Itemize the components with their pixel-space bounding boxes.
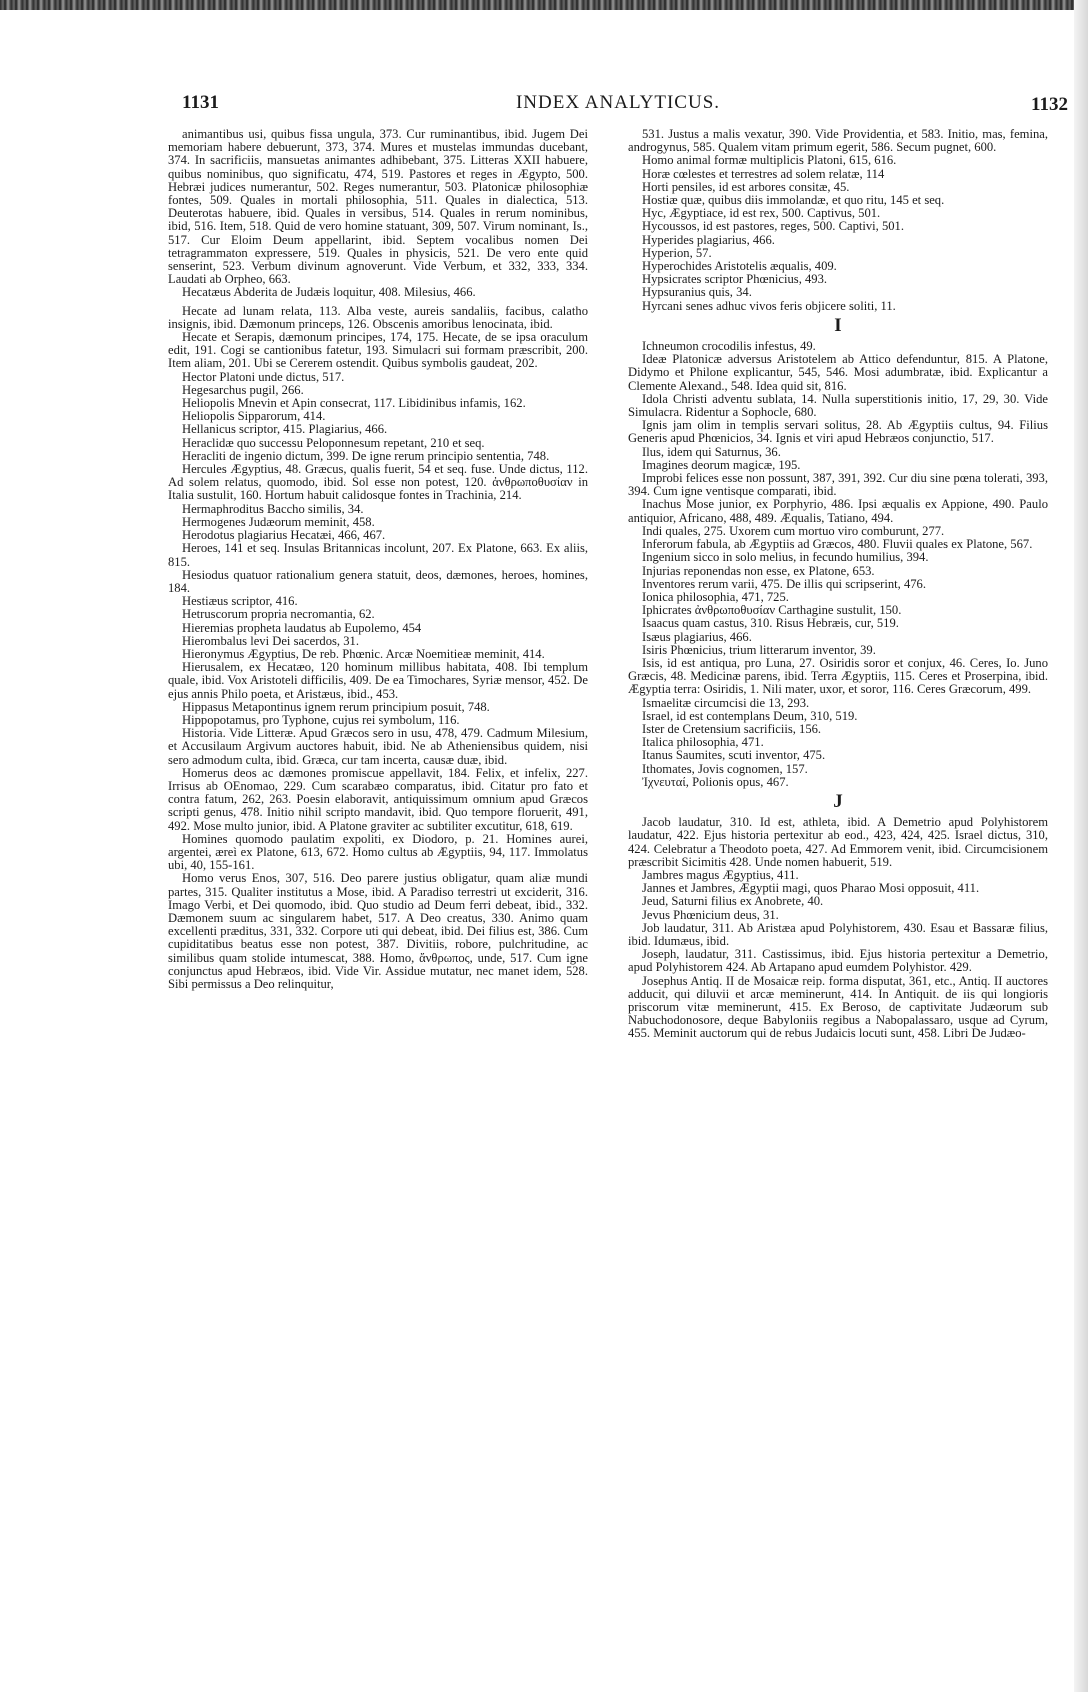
page-number-right: 1132 [1031,94,1068,115]
index-entry: Hyperochides Aristotelis æqualis, 409. [642,259,837,274]
index-entry: Isaacus quam castus, 310. Risus Hebræis, cur, 519. [642,616,899,631]
index-entry: Homo animal formæ multiplicis Platoni, 615, 616. [642,153,897,168]
index-entry: Ismaelitæ circumcisi die 13, 293. [642,695,810,710]
index-entry: Ilus, idem qui Saturnus, 36. [642,444,781,459]
index-entry: Horti pensiles, id est arbores consitæ, 45. [642,179,850,194]
index-entry: Inachus Mose junior, ex Porphyrio, 486. Ipsi æqualis ex Appione, 490. Paulo antiquior, Africano, 488, 489. Æqualis, Tatiano, 494. [628,497,1048,525]
index-entry: 531. Justus a malis vexatur, 390. Vide Providentia, et 583. Initio, mas, femina, androgynus, 585. Qualem vitam primum egerit, 586. Secum pugnet, 600. [628,128,1048,155]
index-entry: Hyc, Ægyptiace, id est rex, 500. Captivus, 501. [642,206,881,221]
index-entry: animantibus usi, quibus fissa ungula, 373. Cur ruminantibus, ibid. Jugem Dei memoriam habere debuerunt, 373, 374. Mures et mustelas immundas ducebant, 374. In sacrificiis, mansuetas animantes adhibebant, 375. Litteras XXII habuere, quibus nominibus, quo significatu, 474, 519. Pastores et reges in Ægypto, 500. Hebræi judices numerantur, 502. Reges numerantur, 503. Platonicæ philosophiæ fontes, 509. Quales in mortali philosophia, 511. Quales in dialectica, 513. Deuterotas habuere, ibid. Quales in versibus, 514. Quales in rerum nominibus, ibid, 516. Item, 518. Quid de vero homine statuant, 309, 507. Virum nominant, Is., 517. Cur Eloim Deum appellarint, ibid. Septem vocalibus nomen Dei tetragrammaton expressere, 519. Quales in physicis, 521. De vero ente quid senserint, 523. Verbum divinum agnoverunt. Vide Verbum, et 332, 333, 334. Laudati ab Orpheo, 663. [168,128,588,287]
index-entry: Jeud, Saturni filius ex Anobrete, 40. [642,894,824,909]
index-entry: Homerus deos ac dæmones promiscue appellavit, 184. Felix, et infelix, 227. Irrisus ab OEnomao, 229. Cum scarabæo comparatus, ibid. Citatur pro fato et contra fatum, 262, 263. Poesin elaboravit, antiquissimum omnium apud Græcos scripti genus, 478. Initio nihil scripto mandavit, ibid. Quo tempore floruerit, 491, 492. Mose multo junior, ibid. A Platone graviter ac subtiliter excutitur, 618, 619. [168,765,588,833]
index-entry: Hyperion, 57. [642,245,712,260]
page-header [168,86,1068,116]
index-entry: Hecatæus Abderita de Judæis loquitur, 408. Milesius, 466. [182,285,476,300]
index-entry: Hestiæus scriptor, 416. [182,594,298,609]
index-entry: Jacob laudatur, 310. Id est, athleta, ibid. A Demetrio apud Polyhistorem laudatur, 422. Ejus historia pertexitur ab eod., 423, 424, 425. Israel dictus, 310, 424. Celebratur a Theodoto poeta, 427. Ad Emmorem venit, ibid. Circumcisionem præscribit Sicimitis 428. Unde nomen habuerit, 519. [628,815,1048,869]
index-entry: Hector Platoni unde dictus, 517. [182,369,345,384]
index-entry: Hercules Ægyptius, 48. Græcus, qualis fuerit, 54 et seq. fuse. Unde dictus, 112. Ad solem relatus, quomodo, ibid. Sol esse non potest, 120. ἀνθρωποθυσίαν in Italia sustulit, 160. Hortum habuit calidosque fontes in Trachinia, 214. [168,462,588,503]
index-entry: Josephus Antiq. II de Mosaicæ reip. forma disputat, 361, etc., Antiq. II auctores adducit, qui diluvii et arcæ meminerunt, 414. In Antiquit. de iis qui longioris priscorum vitæ meminerunt, 415. Ex Beroso, de captivitate Judæorum sub Nabuchodonosore, deque Babyloniis regibus a Nabopalassaro, usque ad Cyrum, 455. Meminit auctorum qui de rebus Judaicis locuti sunt, 458. Libri De Judæo- [628,973,1048,1041]
index-entry: Ionica philosophia, 471, 725. [642,589,789,604]
index-entry: Ichneumon crocodilis infestus, 49. [642,339,816,354]
index-entry: Hermogenes Judæorum meminit, 458. [182,514,375,529]
index-entry: Hippopotamus, pro Typhone, cujus rei symbolum, 116. [182,712,460,727]
index-entry: Horæ cœlestes et terrestres ad solem relatæ, 114 [642,166,885,181]
right-column [628,128,1048,1673]
document-page [168,86,1068,1678]
index-entry: Joseph, laudatur, 311. Castissimus, ibid. Ejus historia pertexitur a Demetrio, apud Polyhistorem 424. Ab Artapano apud eumdem Polyhistor. 429. [628,947,1048,975]
index-entry: Hyperides plagiarius, 466. [642,232,775,247]
index-entry: Indi quales, 275. Uxorem cum mortuo viro comburunt, 277. [642,523,945,538]
right-column-i-entries [628,340,1048,789]
index-entry: Heliopolis Mnevin et Apin consecrat, 117. Libidinibus infamis, 162. [182,396,526,411]
index-entry: Isis, id est antiqua, pro Luna, 27. Osiridis soror et conjux, 46. Ceres, Io. Juno Græcis, 48. Medicinæ parens, ibid. Terra Ægyptiis, 115. Ceres et Proserpina, ibid. Ægyptia terra: Osiridis, 1. Nili mater, uxor, et soror, 116. Ceres Græcorum, 499. [628,655,1048,697]
index-entry: Iphicrates ἀνθρωποθυσίαν Carthagine sustulit, 150. [642,603,902,618]
right-column-h-entries [628,128,1048,313]
left-column [168,128,588,1673]
index-entry: Heracliti de ingenio dictum, 399. De igne rerum principio sententia, 748. [182,448,550,463]
index-entry: Improbi felices esse non possunt, 387, 391, 392. Cur diu sine pœna tolerati, 393, 394. Cum igne ventisque comparati, ibid. [628,471,1048,499]
index-entry: Hypsicrates scriptor Phœnicius, 493. [642,272,828,287]
index-entry: Inferorum fabula, ab Ægyptiis ad Græcos, 480. Fluvii quales ex Platone, 567. [642,537,1033,552]
index-entry: Injurias reponendas non esse, ex Platone, 653. [642,563,875,578]
index-entry: Hecate ad lunam relata, 113. Alba veste, aureis sandaliis, facibus, calatho insignis, ibid. Dæmonum princeps, 126. Obscenis amoribus lenocinata, ibid. [168,303,588,331]
index-entry: Homines quomodo paulatim expoliti, ex Diodoro, p. 21. Homines aurei, argentei, æreì ex Platone, 613, 672. Homo cultus ab Ægyptiis, 94, 117. Immolatus ubi, 40, 155-161. [168,831,588,873]
index-entry: Isiris Phœnicius, trium litterarum inventor, 39. [642,642,876,657]
index-entry: Herodotus plagiarius Hecatæi, 466, 467. [182,528,386,543]
index-entry: Hecate et Serapis, dæmonum principes, 174, 175. Hecate, de se ipsa oraculum edit, 191. Cogi se cantionibus fatetur, 193. Simulacri sui formam præscribit, 200. Item aliam, 201. Ubi se Cererem ostendit. Quibus symbolis gaudeat, 202. [168,330,588,371]
running-title: INDEX ANALYTICUS. [515,92,721,113]
index-entry: Ingenium sicco in solo melius, in fecundo humilius, 394. [642,550,929,565]
index-entry: Hypsuranius quis, 34. [642,285,752,300]
index-entry: Hegesarchus pugil, 266. [182,382,304,397]
index-entry: Hellanicus scriptor, 415. Plagiarius, 466. [182,422,388,437]
index-entry: Inventores rerum varii, 475. De illis qui scripserint, 476. [642,576,926,591]
section-letter-j: J [833,790,843,812]
index-entry: Hyrcani senes adhuc vivos feris objicere soliti, 11. [642,298,896,313]
index-entry: Imagines deorum magicæ, 195. [642,457,801,472]
scan-top-edge [0,0,1088,10]
index-entry: Israel, id est contemplans Deum, 310, 519. [642,708,858,723]
index-entry: Jannes et Jambres, Ægyptii magi, quos Pharao Mosi opposuit, 411. [642,881,980,896]
index-entry: Heraclidæ quo successu Peloponnesum repetant, 210 et seq. [182,435,485,450]
page-number-left: 1131 [182,92,219,113]
index-entry: Hermaphroditus Baccho similis, 34. [182,501,364,516]
index-entry: Hieronymus Ægyptius, De reb. Phœnic. Arcæ Noemitieæ meminit, 414. [182,646,545,661]
scan-right-shadow [1074,0,1088,1692]
index-entry: Hierusalem, ex Hecatæo, 120 hominum millibus habitata, 408. Ibi templum quale, ibid. Vox Aristoteli difficilis, 409. De ea Timochares, Syriæ mensor, 452. De ejus annis Philo poeta, et Aristæus, ibid., 453. [168,660,588,701]
index-entry: Historia. Vide Litteræ. Apud Græcos sero in usu, 478, 479. Cadmum Milesium, et Accusilaum Argivum auctores habuit, ibid. Ne ab Atheniensibus quidem, nisi sero admodum culta, ibid. Græca, cur tam incerta, causæ duæ, ibid. [168,726,588,767]
index-entry: Hetruscorum propria necromantia, 62. [182,607,375,622]
index-entry: Homo verus Enos, 307, 516. Deo parere justius obligatur, quam aliæ mundi partes, 315. Qualiter institutus a Mose, ibid. A Paradiso terrestri ut exciderit, 316. Imago Verbi, et Dei quomodo, ibid. Quo studio ad Deum ferri debeat, ibid., 332. Dæmonem suum ac singularem habet, 517. A Deo creatus, 330. Animo quam excellenti præditus, 331, 332. Corpore uti qui debeat, ibid. Dei filius est, 386. Cum cupiditatibus beatus esse non potest, 387. Divitiis, robore, pulchritudine, ac similibus quam stolide intumescat, 388. Homo, ἄνθρωπος, unde, 517. Cum igne conjunctus apud Hebræos, ibid. Vide Vir. Assidue mutatur, nec manet idem, 528. Sibi permissus a Deo relinquitur, [168,871,588,991]
index-entry: Heliopolis Sipparorum, 414. [182,409,326,424]
index-entry: Ister de Cretensium sacrificiis, 156. [642,721,822,736]
index-entry: Ἰχνευταί, Polionis opus, 467. [642,774,789,789]
index-entry: Heroes, 141 et seq. Insulas Britannicas incolunt, 207. Ex Platone, 663. Ex aliis, 815. [168,541,588,569]
index-entry: Ithomates, Jovis cognomen, 157. [642,761,808,776]
index-entry: Ignis jam olim in templis servari solitus, 28. Ab Ægyptiis cultus, 94. Filius Generis apud Phœnicios, 34. Ignis et viri apud Hebræos conjunctio, 517. [628,418,1048,446]
index-entry: Itanus Saumites, scuti inventor, 475. [642,748,826,763]
index-entry: Hippasus Metapontinus ignem rerum principium posuit, 748. [182,699,490,714]
index-entry: Isæus plagiarius, 466. [642,629,752,644]
index-entry: Hycoussos, id est pastores, reges, 500. Captivi, 501. [642,219,904,234]
index-entry: Jevus Phœnicium deus, 31. [642,907,779,922]
right-column-j-entries [628,816,1048,1040]
index-entry: Idola Christi adventu sublata, 14. Nulla superstitionis initio, 17, 29, 30. Vide Simulacra. Ridentur a Sophocle, 680. [628,391,1048,420]
index-entry: Hieremias propheta laudatus ab Eupolemo, 454 [182,620,422,635]
section-letter-i: I [834,314,842,336]
index-entry: Hierombalus levi Dei sacerdos, 31. [182,633,359,648]
index-entry: Job laudatur, 311. Ab Aristæa apud Polyhistorem, 430. Esau et Bassaræ filius, ibid. Idumæus, ibid. [628,920,1048,948]
index-entry: Hostiæ quæ, quibus diis immolandæ, et quo ritu, 145 et seq. [642,193,945,208]
index-entry: Italica philosophia, 471. [642,735,764,750]
index-entry: Jambres magus Ægyptius, 411. [642,867,799,882]
index-entry: Ideæ Platonicæ adversus Aristotelem ab Attico defenduntur, 815. A Platone, Didymo et Philone explicantur, 545, 546. Mosi adumbratæ, ibid. Explicantur a Clemente Alexand., 548. Idea quid sit, 816. [628,352,1048,393]
index-entry: Hesiodus quatuor rationalium genera statuit, deos, dæmones, heroes, homines, 184. [168,567,588,595]
